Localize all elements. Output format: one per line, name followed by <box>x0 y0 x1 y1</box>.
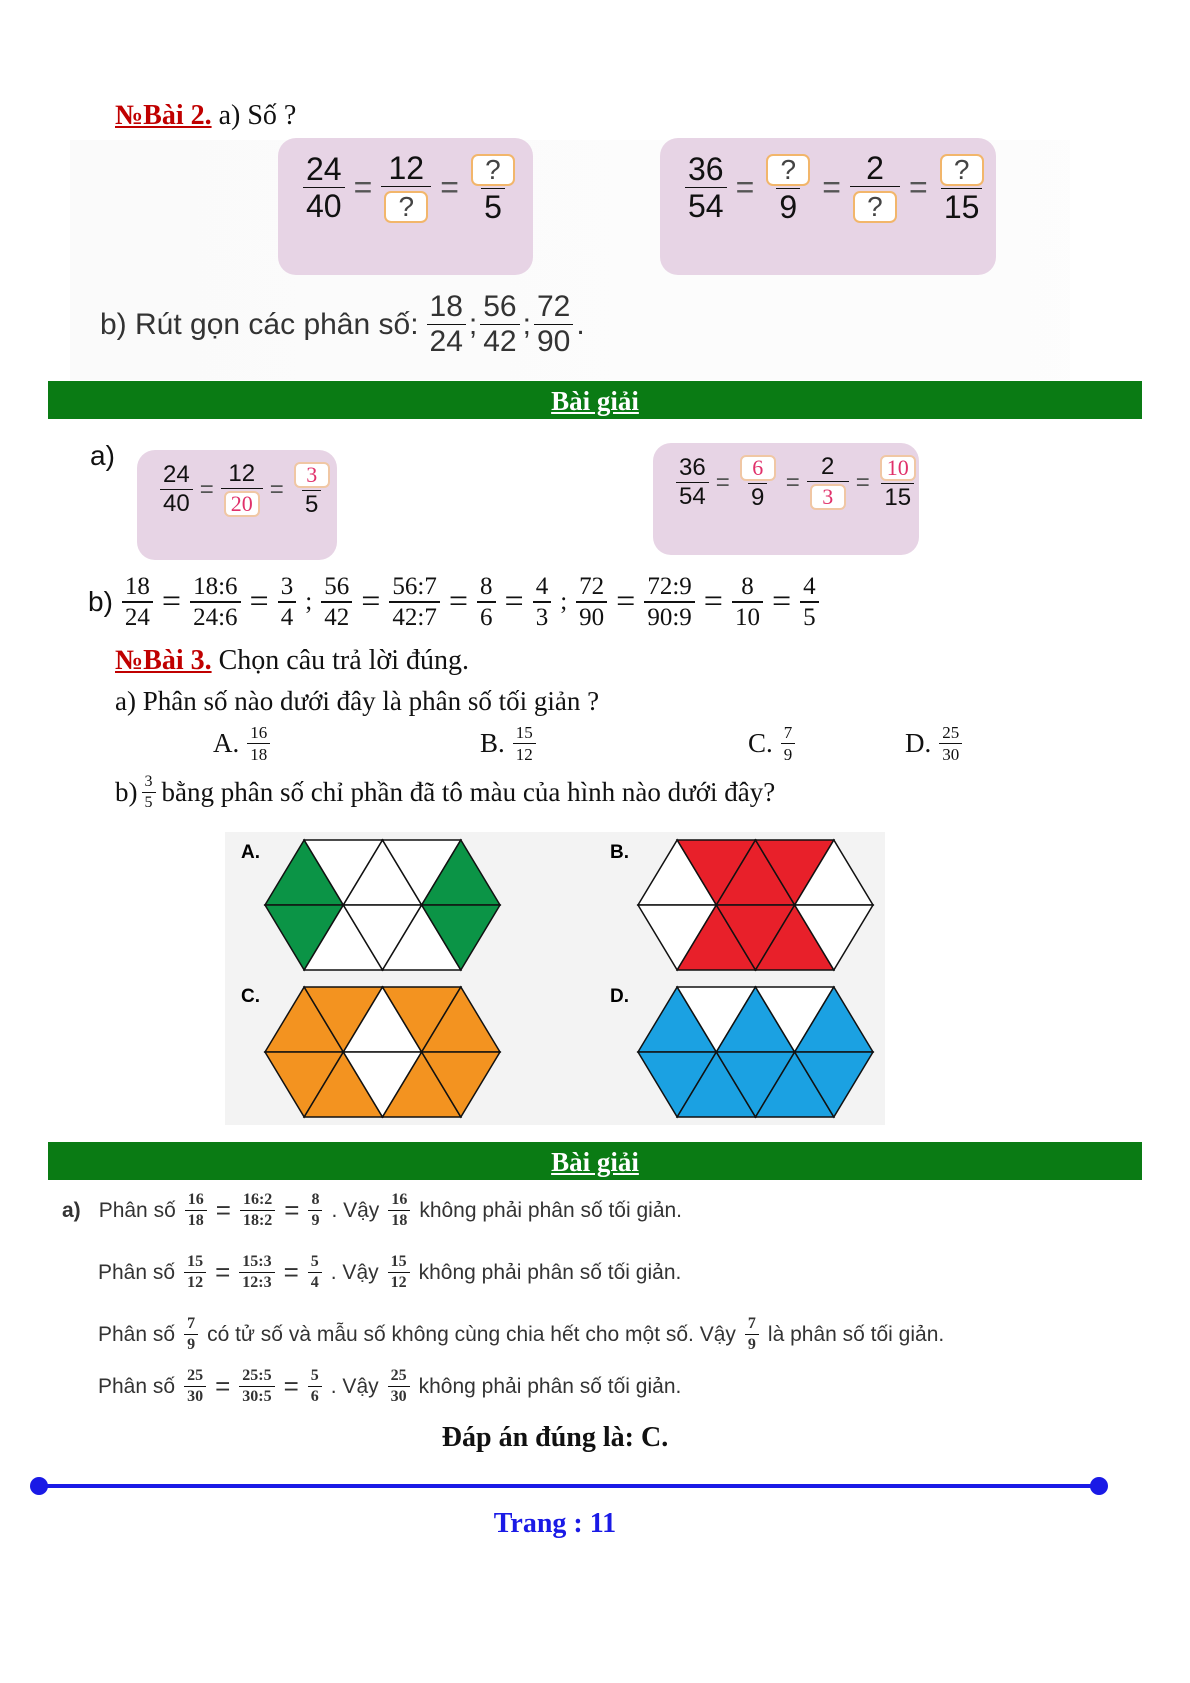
bai2-part-b: b) Rút gọn các phân số: $\frac{18}{24}$ ; $\frac{56}{42}$ ; $\frac{72}{90}$ . <box>100 290 585 358</box>
bai3-header <box>115 645 469 677</box>
frac-num: 12 <box>388 150 425 186</box>
bai3-part-a: a) Phân số nào dưới đây là phân số tối giản ? <box>115 686 600 716</box>
sol3-line1: a) Phân số $\frac{16}{18}$ = $\frac{16:2}{18:2}$ = $\frac{8}{9}$ . Vậy $\frac{16}{18}$ không phải phân số tối giản. <box>62 1191 683 1229</box>
figure-label-b: B. <box>610 842 629 863</box>
figure-label-d: D. <box>610 986 629 1007</box>
part-b-label: b) Rút gọn các phân số: <box>100 307 419 341</box>
hexagon-figures <box>225 832 885 1125</box>
option-d[interactable]: D. $\frac{25}{30}$ <box>905 724 965 763</box>
solution-bar: Bài giải <box>48 381 1142 419</box>
bai3-prompt: Chọn câu trả lời đúng. <box>218 645 470 676</box>
figure-b[interactable] <box>638 840 873 970</box>
footer-rule <box>38 1484 1100 1488</box>
blank-box: ? <box>471 154 515 186</box>
blank-box: ? <box>384 191 428 223</box>
page-number: Trang : 11 <box>493 1508 617 1539</box>
figure-a[interactable] <box>265 840 500 970</box>
problem-box-1: $\frac{24}{40}$ = $\frac{12}{?}$ = $\frac{?}{5}$ <box>278 138 533 275</box>
answer-cell: 6 <box>740 455 776 481</box>
sol3-line2: Phân số $\frac{15}{12}$ = $\frac{15:3}{12:3}$ = $\frac{5}{4}$ . Vậy $\frac{15}{12}$ không phải phân số tối giản. <box>98 1253 682 1291</box>
blank-box: ? <box>940 154 984 186</box>
footer-dot-left <box>30 1477 48 1495</box>
figure-label-a: A. <box>241 842 260 863</box>
solution-b: b) $\frac{18}{24}$ = $\frac{18:6}{24:6}$ = $\frac{3}{4}$ ; $\frac{56}{42}$ = $\frac{56:7}{42:7}$ = $\frac{8}{6}$ = $\frac{4}{3}$ ; $\frac{72}{90}$ = $\frac{72:9}{90:9}$ = $\frac{8}{10}$ = $\frac{4}{5}$ <box>88 574 822 630</box>
bai3-label: №Bài 3. <box>115 645 212 676</box>
bai2-prompt: a) Số ? <box>218 100 297 131</box>
answer-cell: 10 <box>880 455 916 481</box>
option-a[interactable]: A. $\frac{16}{18}$ <box>213 724 273 763</box>
frac-num: 24 <box>306 151 342 187</box>
blank-box: ? <box>766 154 810 186</box>
figure-d[interactable] <box>638 987 873 1117</box>
footer-dot-right <box>1090 1477 1108 1495</box>
answer-cell: 3 <box>810 484 846 510</box>
frac-den: 40 <box>303 187 345 222</box>
problem-box-2: $\frac{36}{54}$ = $\frac{?}{9}$ = $\frac{2}{?}$ = $\frac{?}{15}$ <box>660 138 996 275</box>
answer-cell: 20 <box>224 491 260 517</box>
sol3-line4: Phân số $\frac{25}{30}$ = $\frac{25:5}{30:5}$ = $\frac{5}{6}$ . Vậy $\frac{25}{30}$ không phải phân số tối giản. <box>98 1367 682 1405</box>
answer-cell: 3 <box>294 462 330 488</box>
blank-box: ? <box>853 191 897 223</box>
bai2-header <box>115 100 296 132</box>
option-c[interactable]: C. $\frac{7}{9}$ <box>748 724 798 763</box>
answer-box-2: $\frac{36}{54}$ = $\frac{6}{9}$ = $\frac{2}{3}$ = $\frac{10}{15}$ <box>653 443 919 555</box>
figure-label-c: C. <box>241 986 260 1007</box>
solution-bar-2: Bài giải <box>48 1142 1142 1180</box>
final-answer: Đáp án đúng là: C. <box>441 1422 669 1453</box>
figure-c[interactable] <box>265 987 500 1117</box>
frac-den: 5 <box>481 188 505 223</box>
bai2-label: №Bài 2. <box>115 100 212 131</box>
bai3-part-b: b) $\frac{3}{5}$ bằng phân số chỉ phần đã tô màu của hình nào dưới đây? <box>115 773 776 811</box>
solution-a-label: a) <box>90 440 115 471</box>
option-b[interactable]: B. $\frac{15}{12}$ <box>480 724 539 763</box>
answer-box-1: $\frac{24}{40}$ = $\frac{12}{20}$ = $\frac{3}{5}$ <box>137 450 337 560</box>
sol3-line3: Phân số $\frac{7}{9}$ có tử số và mẫu số không cùng chia hết cho một số. Vậy $\frac{7}{9}$ là phân số tối giản. <box>98 1315 945 1353</box>
